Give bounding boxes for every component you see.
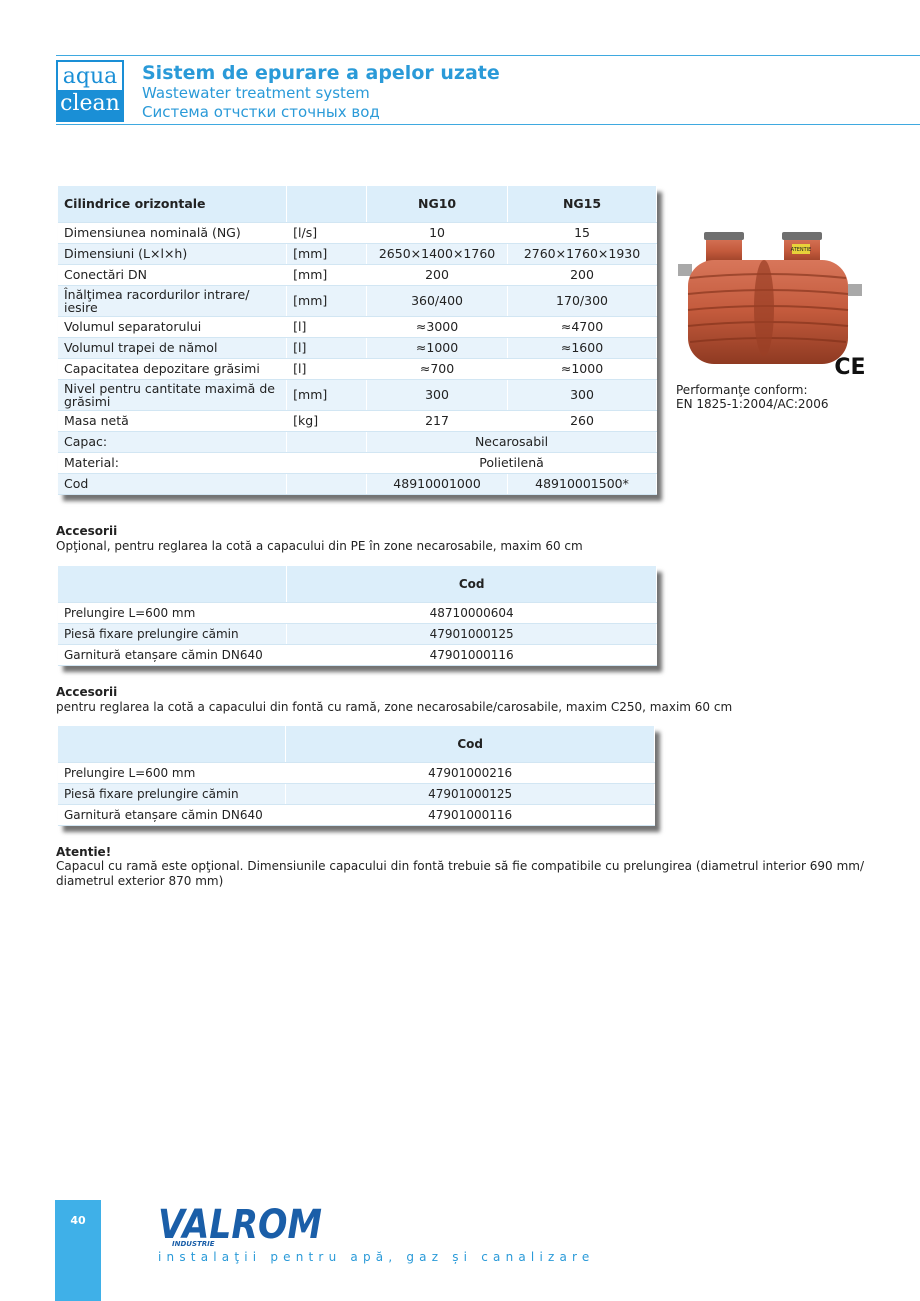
accessories1-description: Opţional, pentru reglarea la cotă a capacului din PE în zone necarosabile, maxim 60 cm (56, 539, 583, 553)
table-row (58, 316, 657, 337)
table-header-cell: Cilindrice orizontale (58, 186, 287, 222)
empty-header-cell (58, 566, 287, 602)
accessories2-description: pentru reglarea la cotă a capacului din fontă cu ramă, zone necarosabile/carosabile, maxim C250, maxim 60 cm (56, 700, 733, 714)
header-top-rule (56, 55, 920, 56)
row-code: 48710000604 (287, 602, 657, 623)
row-unit: [mm] (287, 379, 367, 410)
row-label: Capacitatea depozitare grăsimi (58, 358, 287, 379)
row-label: Prelungire L=600 mm (58, 762, 286, 783)
row-label: Piesă fixare prelungire cămin (58, 623, 287, 644)
row-unit: [mm] (287, 285, 367, 316)
empty-header-cell (58, 726, 286, 762)
table-header-row (58, 186, 657, 222)
page-title-en: Wastewater treatment system (142, 84, 370, 102)
table-header-cell: Cod (287, 566, 657, 602)
table-header-cell: Cod (286, 726, 655, 762)
row-unit: [l] (287, 316, 367, 337)
table-row (58, 264, 657, 285)
table-row-capac (58, 431, 657, 452)
table-row (58, 783, 655, 804)
row-label: Piesă fixare prelungire cămin (58, 783, 286, 804)
row-value-ng10: ≈1000 (367, 337, 508, 358)
table-row (58, 358, 657, 379)
row-value-ng15: 170/300 (508, 285, 657, 316)
row-label: Capac: (58, 431, 287, 452)
row-unit: [kg] (287, 410, 367, 431)
row-label: Conectări DN (58, 264, 287, 285)
row-label: Dimensiunea nominală (NG) (58, 222, 287, 243)
table-header-row (58, 566, 657, 602)
table-row (58, 644, 657, 665)
note-text: Capacul cu ramă este opţional. Dimensiunile capacului din fontă trebuie să fie compatibile cu prelungirea (diametrul interior 690 mm/ diametrul exterior 870 mm) (56, 859, 864, 888)
row-value-ng10: ≈700 (367, 358, 508, 379)
row-value-ng15: 2760×1760×1930 (508, 243, 657, 264)
row-value-ng10: 10 (367, 222, 508, 243)
empty-cell (287, 431, 367, 452)
ce-mark-icon: CE (834, 355, 866, 378)
table-row (58, 285, 657, 316)
page-title-ru: Система отчстки сточных вод (142, 103, 380, 121)
row-unit: [mm] (287, 264, 367, 285)
row-value-ng10: 200 (367, 264, 508, 285)
table-row (58, 337, 657, 358)
row-label: Nivel pentru cantitate maximă de grăsimi (58, 379, 287, 410)
cod-ng10: 48910001000 (367, 473, 508, 494)
row-value-ng10: 2650×1400×1760 (367, 243, 508, 264)
header-bottom-rule (56, 124, 920, 125)
row-unit: [l/s] (287, 222, 367, 243)
row-value-ng15: ≈1000 (508, 358, 657, 379)
note-title: Atentie! (56, 845, 112, 859)
brand-sub: INDUSTRIE (172, 1240, 215, 1248)
table-row (58, 623, 657, 644)
aqua-clean-logo (56, 60, 124, 122)
row-label: Garnitură etanșare cămin DN640 (58, 804, 286, 825)
brand-main: VALROM (158, 1202, 322, 1248)
row-value-ng15: ≈4700 (508, 316, 657, 337)
row-value-ng15: 260 (508, 410, 657, 431)
logo-bottom-text: clean (58, 90, 122, 120)
row-value-ng15: 200 (508, 264, 657, 285)
performance-note (676, 383, 828, 411)
row-code: 47901000116 (286, 804, 655, 825)
row-label: Volumul trapei de nămol (58, 337, 287, 358)
row-label: Dimensiuni (L×l×h) (58, 243, 287, 264)
row-value-ng15: 300 (508, 379, 657, 410)
row-value-ng10: ≈3000 (367, 316, 508, 337)
performance-line2: EN 1825-1:2004/AC:2006 (676, 397, 829, 411)
row-value-ng10: 217 (367, 410, 508, 431)
table-row (58, 379, 657, 410)
empty-cell (287, 452, 367, 473)
table-row (58, 410, 657, 431)
row-code: 47901000116 (287, 644, 657, 665)
row-value-ng15: 15 (508, 222, 657, 243)
empty-cell (287, 473, 367, 494)
page-number: 40 (70, 1214, 86, 1227)
accessories1-table (58, 566, 657, 666)
row-unit: [l] (287, 358, 367, 379)
material-value: Polietilenă (367, 452, 657, 473)
accessories2-table (58, 726, 655, 826)
row-label: Cod (58, 473, 287, 494)
warning-label: ATENTIE (790, 247, 812, 253)
row-code: 47901000216 (286, 762, 655, 783)
valrom-logo (158, 1200, 328, 1248)
row-value-ng10: 360/400 (367, 285, 508, 316)
footer-tagline: instalaţii pentru apă, gaz și canalizare (158, 1250, 595, 1264)
capac-value: Necarosabil (367, 431, 657, 452)
table-row (58, 762, 655, 783)
accessories1-title: Accesorii (56, 524, 118, 538)
table-header-row (58, 726, 655, 762)
table-header-cell: NG15 (508, 186, 657, 222)
table-row (58, 602, 657, 623)
row-value-ng10: 300 (367, 379, 508, 410)
specs-table (58, 186, 657, 495)
table-row-cod (58, 473, 657, 494)
separator-tank-image (676, 228, 868, 378)
accessories2-title: Accesorii (56, 685, 118, 699)
row-label: Volumul separatorului (58, 316, 287, 337)
row-code: 47901000125 (287, 623, 657, 644)
row-label: Material: (58, 452, 287, 473)
row-code: 47901000125 (286, 783, 655, 804)
row-label: Prelungire L=600 mm (58, 602, 287, 623)
row-unit: [mm] (287, 243, 367, 264)
cod-ng15: 48910001500* (508, 473, 657, 494)
table-row (58, 804, 655, 825)
table-row (58, 243, 657, 264)
page-title-ro: Sistem de epurare a apelor uzate (142, 62, 500, 84)
row-label: Garnitură etanșare cămin DN640 (58, 644, 287, 665)
row-label: Masa netă (58, 410, 287, 431)
row-value-ng15: ≈1600 (508, 337, 657, 358)
table-row (58, 222, 657, 243)
performance-line1: Performanţe conform: (676, 383, 808, 397)
row-unit: [l] (287, 337, 367, 358)
table-header-cell (287, 186, 367, 222)
row-label: Înălţimea racordurilor intrare/ iesire (58, 285, 287, 316)
table-row-material (58, 452, 657, 473)
table-header-cell: NG10 (367, 186, 508, 222)
logo-top-text: aqua (62, 64, 118, 89)
